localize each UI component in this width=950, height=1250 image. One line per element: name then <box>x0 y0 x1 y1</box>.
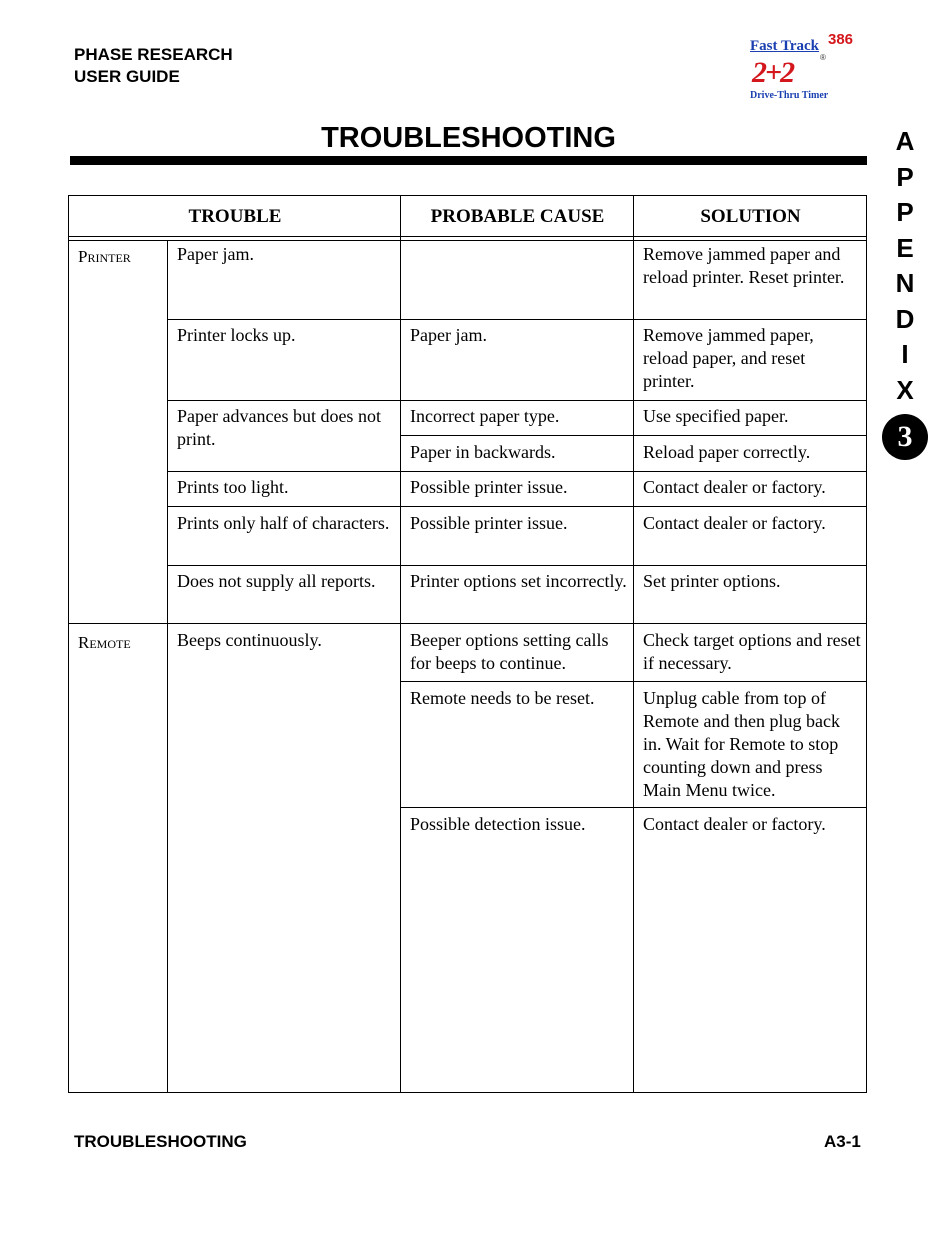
trouble-cell: Prints too light. <box>177 477 289 497</box>
header-rule <box>69 240 866 241</box>
solution-cell: Contact dealer or factory. <box>643 477 826 497</box>
side-letter: P <box>896 161 914 192</box>
category-divider <box>69 623 866 624</box>
cause-cell: Printer options set incorrectly. <box>410 571 627 591</box>
cause-cell: Possible detection issue. <box>410 814 586 834</box>
logo-tagline: Drive-Thru Timer <box>750 90 829 101</box>
row-divider <box>167 319 866 320</box>
page-title: TROUBLESHOOTING <box>321 122 616 154</box>
row-divider <box>167 471 866 472</box>
row-divider <box>400 435 866 436</box>
row-divider <box>167 506 866 507</box>
trouble-cell: Beeps continuously. <box>177 630 322 650</box>
footer-section-title: TROUBLESHOOTING <box>74 1132 247 1151</box>
solution-cell: Contact dealer or factory. <box>643 513 826 533</box>
side-letter: D <box>895 303 915 334</box>
fast-track-logo <box>748 32 858 104</box>
trouble-cell: Paper jam. <box>177 244 254 264</box>
header-company: PHASE RESEARCH <box>74 45 233 64</box>
cause-cell: Incorrect paper type. <box>410 406 560 426</box>
troubleshooting-table <box>68 195 867 1093</box>
side-letter: P <box>896 197 914 227</box>
side-letter: A <box>895 126 915 156</box>
appendix-side-tab <box>882 124 928 408</box>
solution-cell: Remove jammed paper, reload paper, and reset printer. <box>643 325 814 391</box>
row-divider <box>400 807 866 808</box>
logo-model: 386 <box>828 31 854 48</box>
trouble-cell: Paper advances but does not print. <box>177 406 381 449</box>
side-letter: N <box>895 268 915 298</box>
cause-cell: Beeper options setting calls for beeps to continue. <box>410 630 609 673</box>
cause-cell: Paper in backwards. <box>410 442 556 462</box>
logo-registered: ® <box>820 53 826 62</box>
column-divider <box>167 240 168 1092</box>
category-printer: Printer <box>78 247 131 266</box>
column-divider <box>400 196 401 1092</box>
header-guide: USER GUIDE <box>74 67 180 86</box>
header-rule <box>69 236 866 237</box>
solution-cell: Set printer options. <box>643 571 781 591</box>
column-header-solution: SOLUTION <box>700 206 801 227</box>
document-header <box>74 44 233 88</box>
appendix-number-badge: 3 <box>882 414 928 460</box>
solution-cell: Remove jammed paper and reload printer. Reset printer. <box>643 244 845 287</box>
footer-page-number: A3-1 <box>824 1132 861 1151</box>
solution-cell: Use specified paper. <box>643 406 789 426</box>
row-divider <box>167 400 866 401</box>
solution-cell: Unplug cable from top of Remote and then plug back in. Wait for Remote to stop counting down and press Main Menu twice. <box>643 688 840 800</box>
trouble-cell: Prints only half of characters. <box>177 513 390 533</box>
solution-cell: Check target options and reset if necessary. <box>643 630 861 673</box>
category-remote: Remote <box>78 633 131 652</box>
logo-brand: Fast Track <box>750 38 820 54</box>
column-header-cause: PROBABLE CAUSE <box>430 206 605 227</box>
solution-cell: Reload paper correctly. <box>643 442 811 462</box>
side-letter: I <box>901 339 909 369</box>
column-divider <box>633 196 634 1092</box>
column-header-trouble: TROUBLE <box>188 206 282 227</box>
row-divider <box>167 565 866 566</box>
cause-cell: Possible printer issue. <box>410 513 568 533</box>
logo-mark: 2+2 <box>752 56 794 89</box>
trouble-cell: Does not supply all reports. <box>177 571 376 591</box>
cause-cell: Remote needs to be reset. <box>410 688 595 708</box>
title-rule <box>70 156 867 165</box>
row-divider <box>400 681 866 682</box>
solution-cell: Contact dealer or factory. <box>643 814 826 834</box>
cause-cell: Paper jam. <box>410 325 487 345</box>
trouble-cell: Printer locks up. <box>177 325 296 345</box>
side-letter: E <box>896 232 914 263</box>
cause-cell: Possible printer issue. <box>410 477 568 497</box>
side-letter: X <box>896 374 914 405</box>
